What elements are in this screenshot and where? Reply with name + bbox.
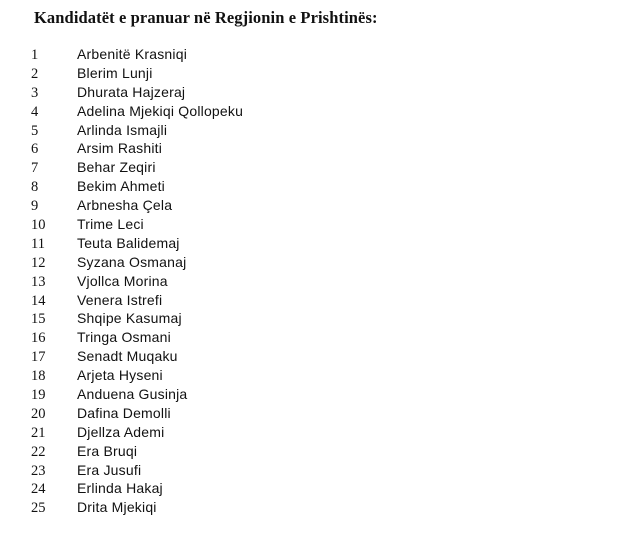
- candidate-number: 6: [31, 141, 39, 158]
- candidate-number: 7: [31, 160, 39, 177]
- candidate-name: Shqipe Kasumaj: [77, 310, 182, 327]
- candidate-row: [31, 328, 243, 347]
- candidate-name: Tringa Osmani: [77, 329, 171, 346]
- candidate-name: Djellza Ademi: [77, 423, 165, 440]
- candidate-number: 20: [31, 405, 46, 422]
- candidate-name: Arsim Rashiti: [77, 140, 163, 157]
- candidate-row: [31, 291, 243, 310]
- candidate-name: Venera Istrefi: [77, 291, 163, 308]
- candidate-name: Arbenitë Krasniqi: [77, 46, 188, 62]
- candidate-number: 9: [31, 198, 39, 215]
- candidate-number: 2: [31, 65, 39, 82]
- candidate-number: 8: [31, 179, 39, 196]
- candidate-row: [31, 177, 243, 196]
- candidate-name: Arlinda Ismajli: [77, 121, 168, 138]
- candidate-name: Blerim Lunji: [77, 64, 153, 81]
- candidate-row: [31, 158, 243, 177]
- candidate-row: [31, 461, 243, 480]
- candidate-row: [31, 45, 243, 64]
- candidate-number: 24: [31, 481, 46, 498]
- candidate-number: 10: [31, 217, 46, 234]
- candidate-row: [31, 102, 243, 121]
- candidate-number: 12: [31, 254, 46, 271]
- candidate-number: 5: [31, 122, 39, 139]
- candidate-row: [31, 64, 243, 83]
- candidate-name: Teuta Balidemaj: [77, 234, 180, 251]
- candidate-row: [31, 139, 243, 158]
- candidate-number: 25: [31, 500, 46, 517]
- candidate-row: [31, 498, 243, 517]
- candidate-name: Anduena Gusinja: [77, 386, 188, 403]
- candidate-name: Era Jusufi: [77, 461, 142, 478]
- candidate-row: [31, 423, 243, 442]
- candidate-name: Behar Zeqiri: [77, 159, 156, 176]
- candidate-name: Erlinda Hakaj: [77, 480, 163, 497]
- candidate-name: Arbnesha Çela: [77, 197, 173, 214]
- candidate-name: Adelina Mjekiqi Qollopeku: [77, 102, 244, 119]
- candidate-row: [31, 479, 243, 498]
- candidate-number: 17: [31, 349, 46, 366]
- candidate-number: 16: [31, 330, 46, 347]
- candidate-number: 15: [31, 311, 46, 328]
- candidate-number: 3: [31, 84, 39, 101]
- candidate-number: 14: [31, 292, 46, 309]
- candidate-name: Trime Leci: [77, 216, 144, 233]
- candidate-name: Drita Mjekiqi: [77, 499, 157, 516]
- candidate-number: 1: [31, 47, 39, 63]
- candidate-row: [31, 404, 243, 423]
- candidate-row: [31, 347, 243, 366]
- candidate-number: 18: [31, 368, 46, 385]
- candidate-row: [31, 385, 243, 404]
- candidate-name: Syzana Osmanaj: [77, 253, 187, 270]
- candidate-number: 21: [31, 424, 46, 441]
- candidate-number: 22: [31, 443, 46, 460]
- candidate-name: Dhurata Hajzeraj: [77, 83, 186, 100]
- candidate-name: Bekim Ahmeti: [77, 178, 165, 195]
- candidate-number: 4: [31, 103, 39, 120]
- candidate-list: [31, 45, 243, 517]
- candidate-row: [31, 442, 243, 461]
- candidate-row: [31, 83, 243, 102]
- document-title: Kandidatët e pranuar në Regjionin e Prishtinës:: [34, 8, 378, 27]
- candidate-row: [31, 121, 243, 140]
- candidate-name: Senadt Muqaku: [77, 348, 178, 365]
- candidate-row: [31, 366, 243, 385]
- candidate-number: 23: [31, 462, 46, 479]
- candidate-row: [31, 309, 243, 328]
- candidate-number: 11: [31, 235, 45, 252]
- candidate-name: Era Bruqi: [77, 442, 138, 459]
- candidate-number: 19: [31, 387, 46, 404]
- candidate-row: [31, 215, 243, 234]
- candidate-name: Arjeta Hyseni: [77, 367, 163, 384]
- candidate-number: 13: [31, 273, 46, 290]
- candidate-name: Dafina Demolli: [77, 404, 171, 421]
- candidate-row: [31, 253, 243, 272]
- candidate-row: [31, 234, 243, 253]
- candidate-row: [31, 196, 243, 215]
- candidate-name: Vjollca Morina: [77, 272, 168, 289]
- candidate-row: [31, 272, 243, 291]
